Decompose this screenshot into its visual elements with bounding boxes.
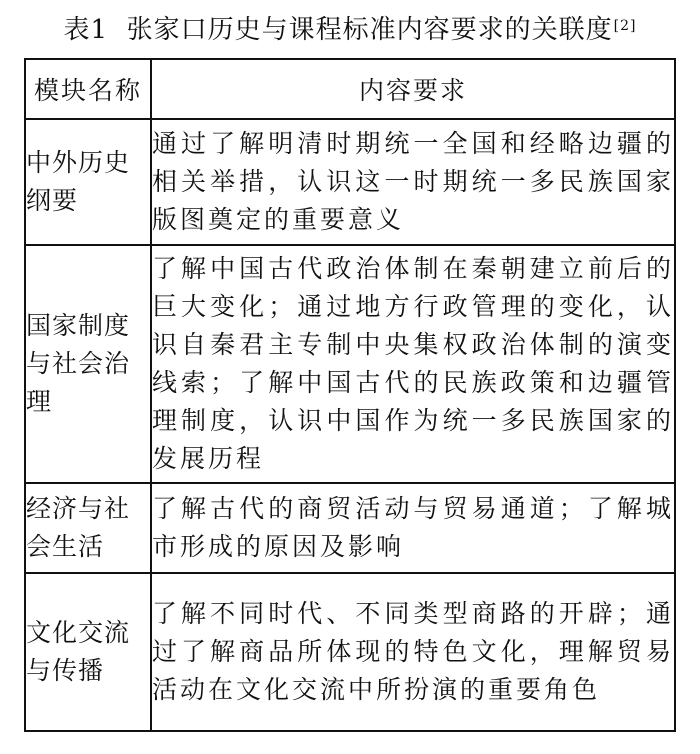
module-cell: 文化交流与传播	[25, 573, 151, 731]
caption-label: 表1	[63, 15, 109, 45]
table-header-row	[25, 59, 675, 119]
content-cell: 了解中国古代政治体制在秦朝建立前后的巨大变化；通过地方行政管理的变化，认识自秦君主专制中央集权政治体制的演变线索；了解中国古代的民族政策和边疆管理制度，认识中国作为统一多民族国家的发展历程	[151, 245, 675, 483]
table-row	[25, 119, 675, 245]
table-row	[25, 573, 675, 731]
table-row	[25, 483, 675, 573]
curriculum-requirements-table	[24, 58, 676, 732]
module-cell: 中外历史纲要	[25, 119, 151, 245]
content-cell: 了解不同时代、不同类型商路的开辟；通过了解商品所体现的特色文化，理解贸易活动在文化交流中所扮演的重要角色	[151, 573, 675, 731]
content-cell: 通过了解明清时期统一全国和经略边疆的相关举措，认识这一时期统一多民族国家版图奠定的重要意义	[151, 119, 675, 245]
header-content-requirements: 内容要求	[151, 59, 675, 119]
content-cell: 了解古代的商贸活动与贸易通道；了解城市形成的原因及影响	[151, 483, 675, 573]
module-cell: 国家制度与社会治理	[25, 245, 151, 483]
header-module-name: 模块名称	[25, 59, 151, 119]
caption-reference: [2]	[613, 18, 637, 34]
table-row	[25, 245, 675, 483]
module-cell: 经济与社会生活	[25, 483, 151, 573]
caption-title: 张家口历史与课程标准内容要求的关联度	[126, 15, 613, 45]
table-caption	[0, 10, 700, 50]
